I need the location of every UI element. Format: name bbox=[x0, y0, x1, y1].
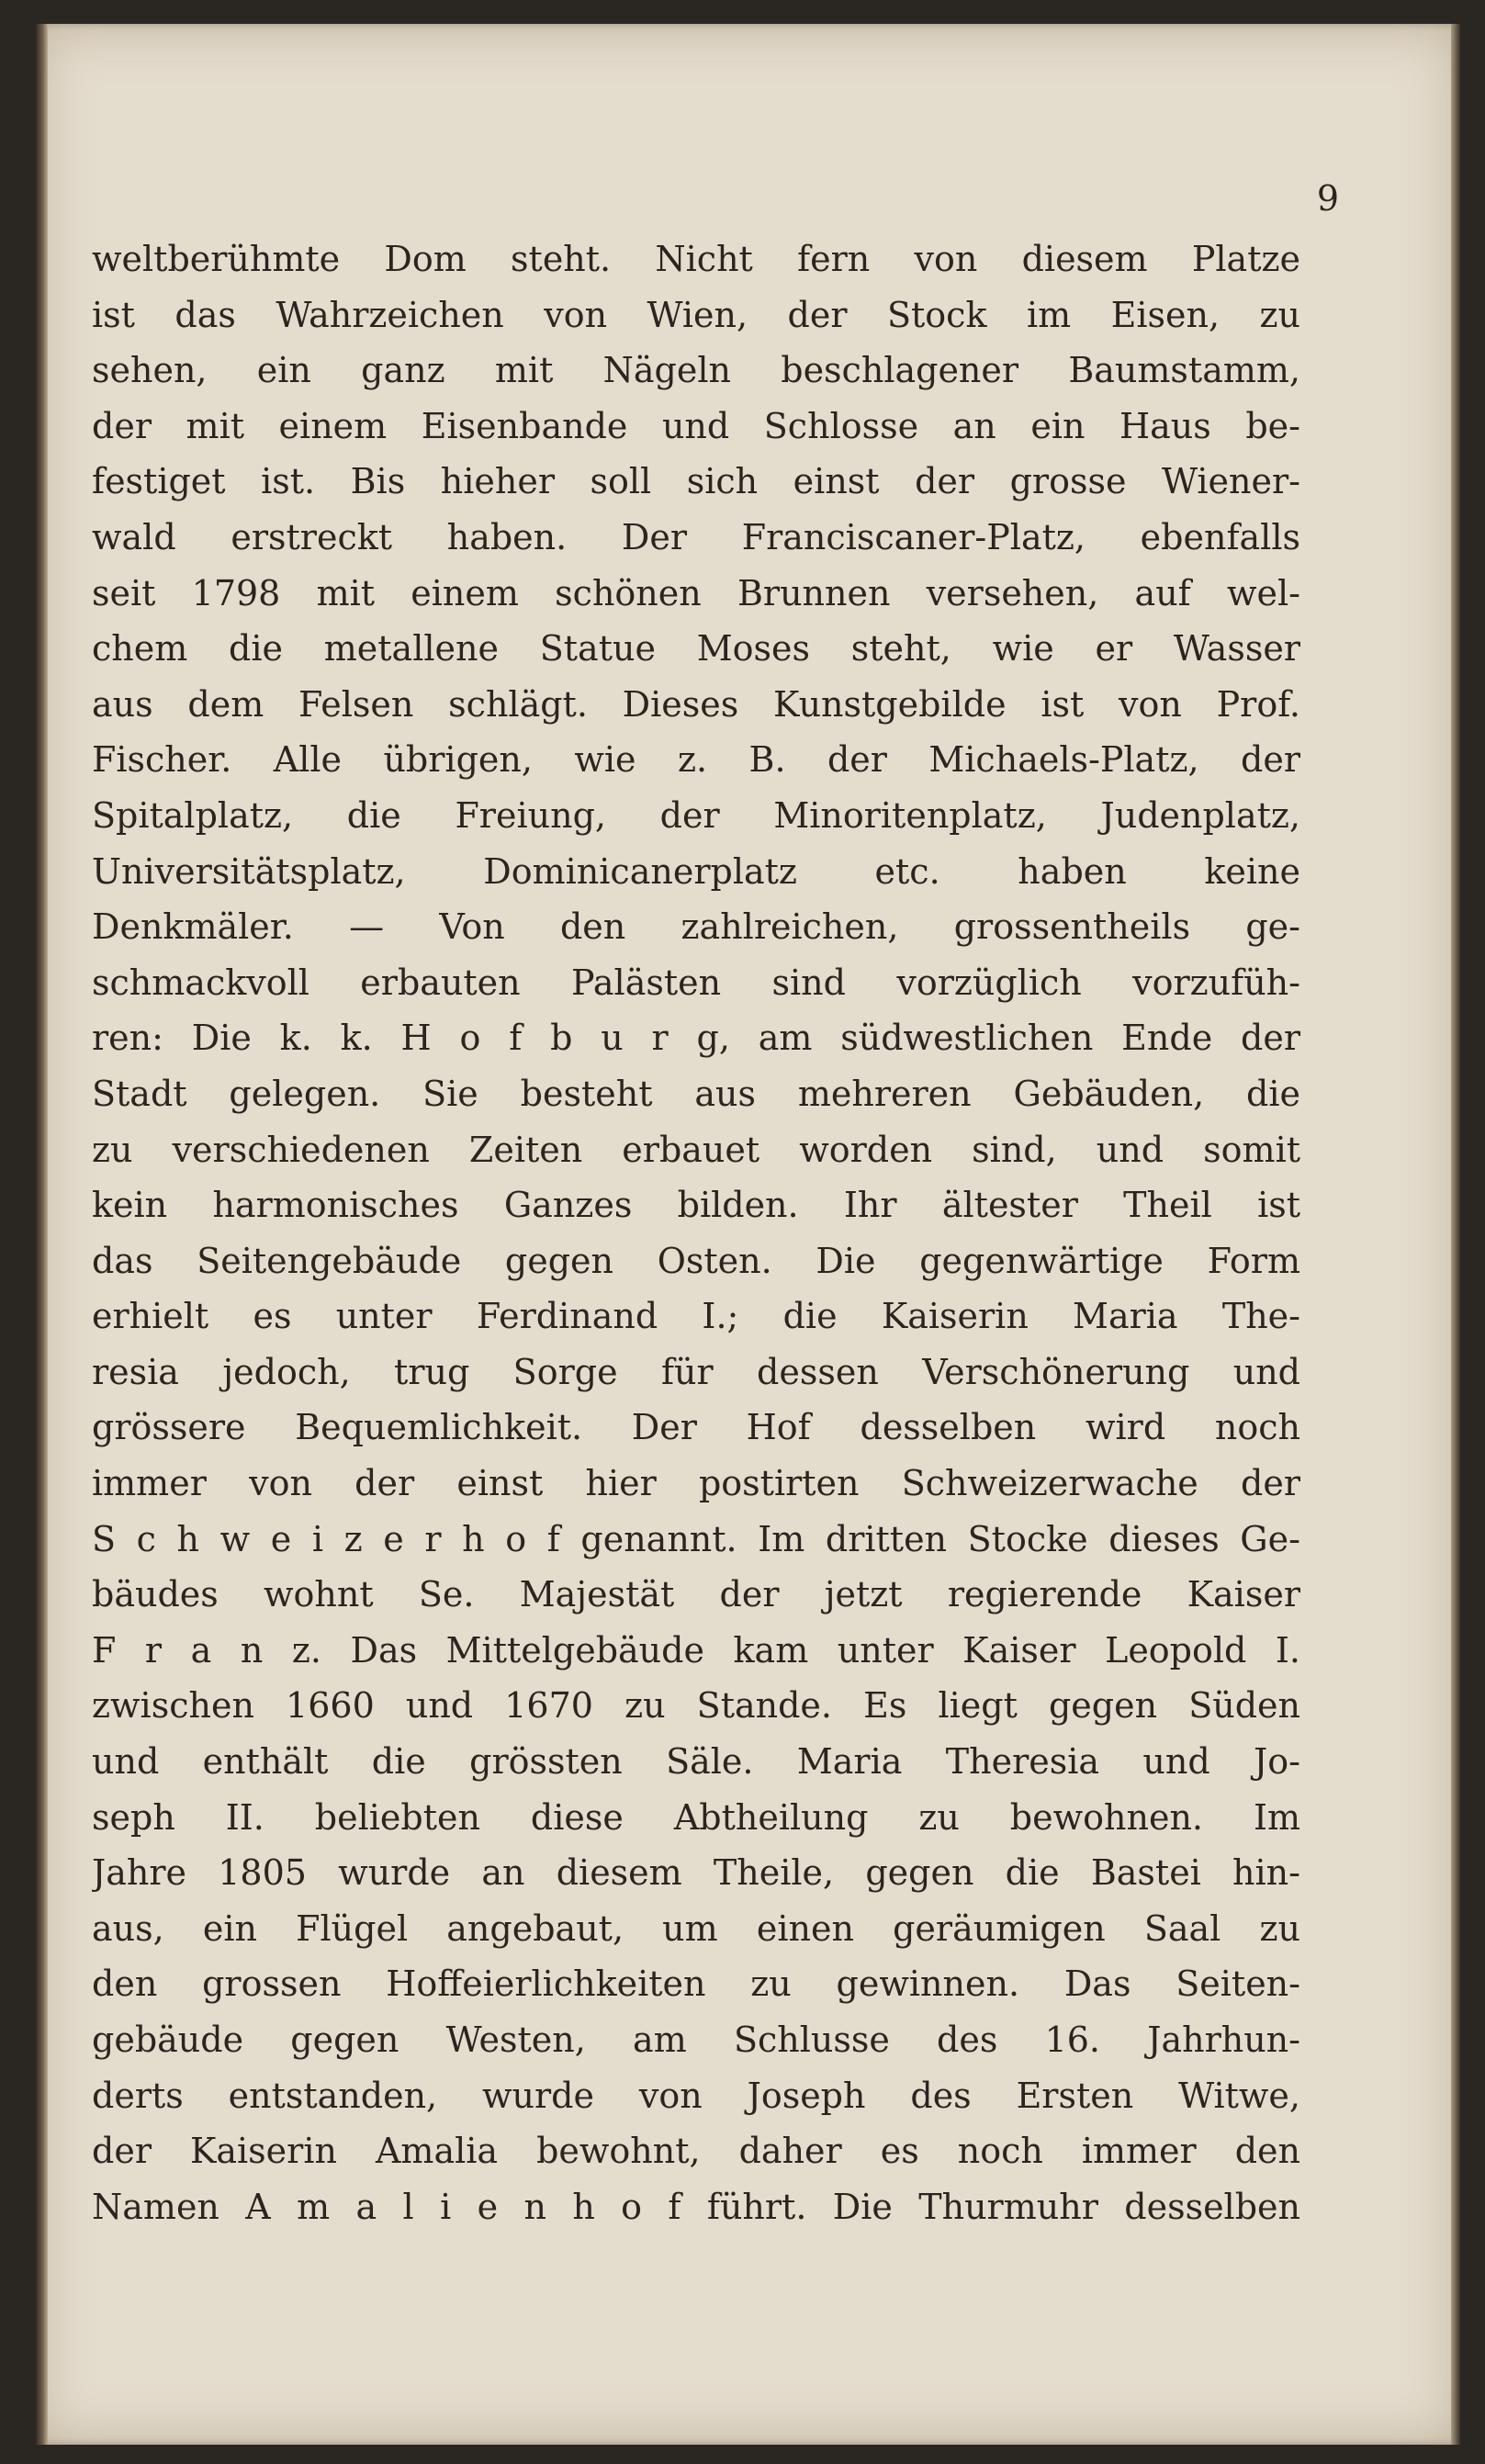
body-text bbox=[92, 231, 1300, 2234]
text-line: der mit einem Eisenbande und Schlosse an ein Haus be- bbox=[92, 405, 1300, 446]
text-line: sehen, ein ganz mit Nägeln beschlagener Baumstamm, bbox=[92, 350, 1300, 391]
text-line: bäudes wohnt Se. Majestät der jetzt regierende Kaiser bbox=[92, 1574, 1300, 1615]
text-line: zu verschiedenen Zeiten erbauet worden sind, und somit bbox=[92, 1129, 1300, 1170]
text-line: festiget ist. Bis hieher soll sich einst der grosse Wiener- bbox=[92, 461, 1300, 502]
text-line: F r a n z. Das Mittelgebäude kam unter Kaiser Leopold I. bbox=[92, 1629, 1300, 1671]
text-line: erhielt es unter Ferdinand I.; die Kaiserin Maria The- bbox=[92, 1296, 1300, 1337]
text-line: Namen A m a l i e n h o f führt. Die Thurmuhr desselben bbox=[92, 2186, 1300, 2227]
page-outer-edge bbox=[1451, 24, 1460, 2445]
text-line: ren: Die k. k. H o f b u r g, am südwestlichen Ende der bbox=[92, 1018, 1300, 1059]
text-line: weltberühmte Dom steht. Nicht fern von diesem Platze bbox=[92, 239, 1300, 279]
book-page bbox=[35, 24, 1460, 2445]
text-line: derts entstanden, wurde von Joseph des Ersten Witwe, bbox=[92, 2075, 1300, 2116]
text-line: Spitalplatz, die Freiung, der Minoritenplatz, Judenplatz, bbox=[92, 794, 1300, 836]
text-line: zwischen 1660 und 1670 zu Stande. Es liegt gegen Süden bbox=[92, 1685, 1300, 1727]
page-number: 9 bbox=[1316, 178, 1339, 219]
text-line: Universitätsplatz, Dominicanerplatz etc. haben keine bbox=[92, 850, 1300, 892]
text-line: Denkmäler. — Von den zahlreichen, grossentheils ge- bbox=[92, 906, 1300, 948]
text-line: kein harmonisches Ganzes bilden. Ihr ältester Theil ist bbox=[92, 1185, 1300, 1226]
text-line: S c h w e i z e r h o f genannt. Im dritten Stocke dieses Ge- bbox=[92, 1518, 1300, 1559]
text-line: Stadt gelegen. Sie besteht aus mehreren Gebäuden, die bbox=[92, 1073, 1300, 1114]
text-line: aus, ein Flügel angebaut, um einen geräumigen Saal zu bbox=[92, 1907, 1300, 1949]
text-line: resia jedoch, trug Sorge für dessen Verschönerung und bbox=[92, 1351, 1300, 1392]
text-line: seph II. beliebten diese Abtheilung zu bewohnen. Im bbox=[92, 1796, 1300, 1838]
text-line: chem die metallene Statue Moses steht, wie er Wasser bbox=[92, 628, 1300, 669]
text-line: das Seitengebäude gegen Osten. Die gegenwärtige Form bbox=[92, 1240, 1300, 1281]
text-line: schmackvoll erbauten Palästen sind vorzüglich vorzufüh- bbox=[92, 962, 1300, 1003]
text-line: aus dem Felsen schlägt. Dieses Kunstgebilde ist von Prof. bbox=[92, 683, 1300, 725]
text-line: Fischer. Alle übrigen, wie z. B. der Michaels-Platz, der bbox=[92, 739, 1300, 781]
text-line: und enthält die grössten Säle. Maria Theresia und Jo- bbox=[92, 1741, 1300, 1783]
text-line: immer von der einst hier postirten Schweizerwache der bbox=[92, 1463, 1300, 1504]
text-line: Jahre 1805 wurde an diesem Theile, gegen die Bastei hin- bbox=[92, 1852, 1300, 1894]
text-line: der Kaiserin Amalia bewohnt, daher es noch immer den bbox=[92, 2131, 1300, 2172]
text-line: den grossen Hoffeierlichkeiten zu gewinnen. Das Seiten- bbox=[92, 1963, 1300, 2005]
text-line: seit 1798 mit einem schönen Brunnen versehen, auf wel- bbox=[92, 572, 1300, 613]
text-line: gebäude gegen Westen, am Schlusse des 16. Jahrhun- bbox=[92, 2020, 1300, 2060]
text-line: wald erstreckt haben. Der Franciscaner-Platz, ebenfalls bbox=[92, 516, 1300, 557]
text-line: grössere Bequemlichkeit. Der Hof desselben wird noch bbox=[92, 1407, 1300, 1448]
page-binding-edge bbox=[35, 24, 48, 2445]
text-line: ist das Wahrzeichen von Wien, der Stock im Eisen, zu bbox=[92, 294, 1300, 335]
